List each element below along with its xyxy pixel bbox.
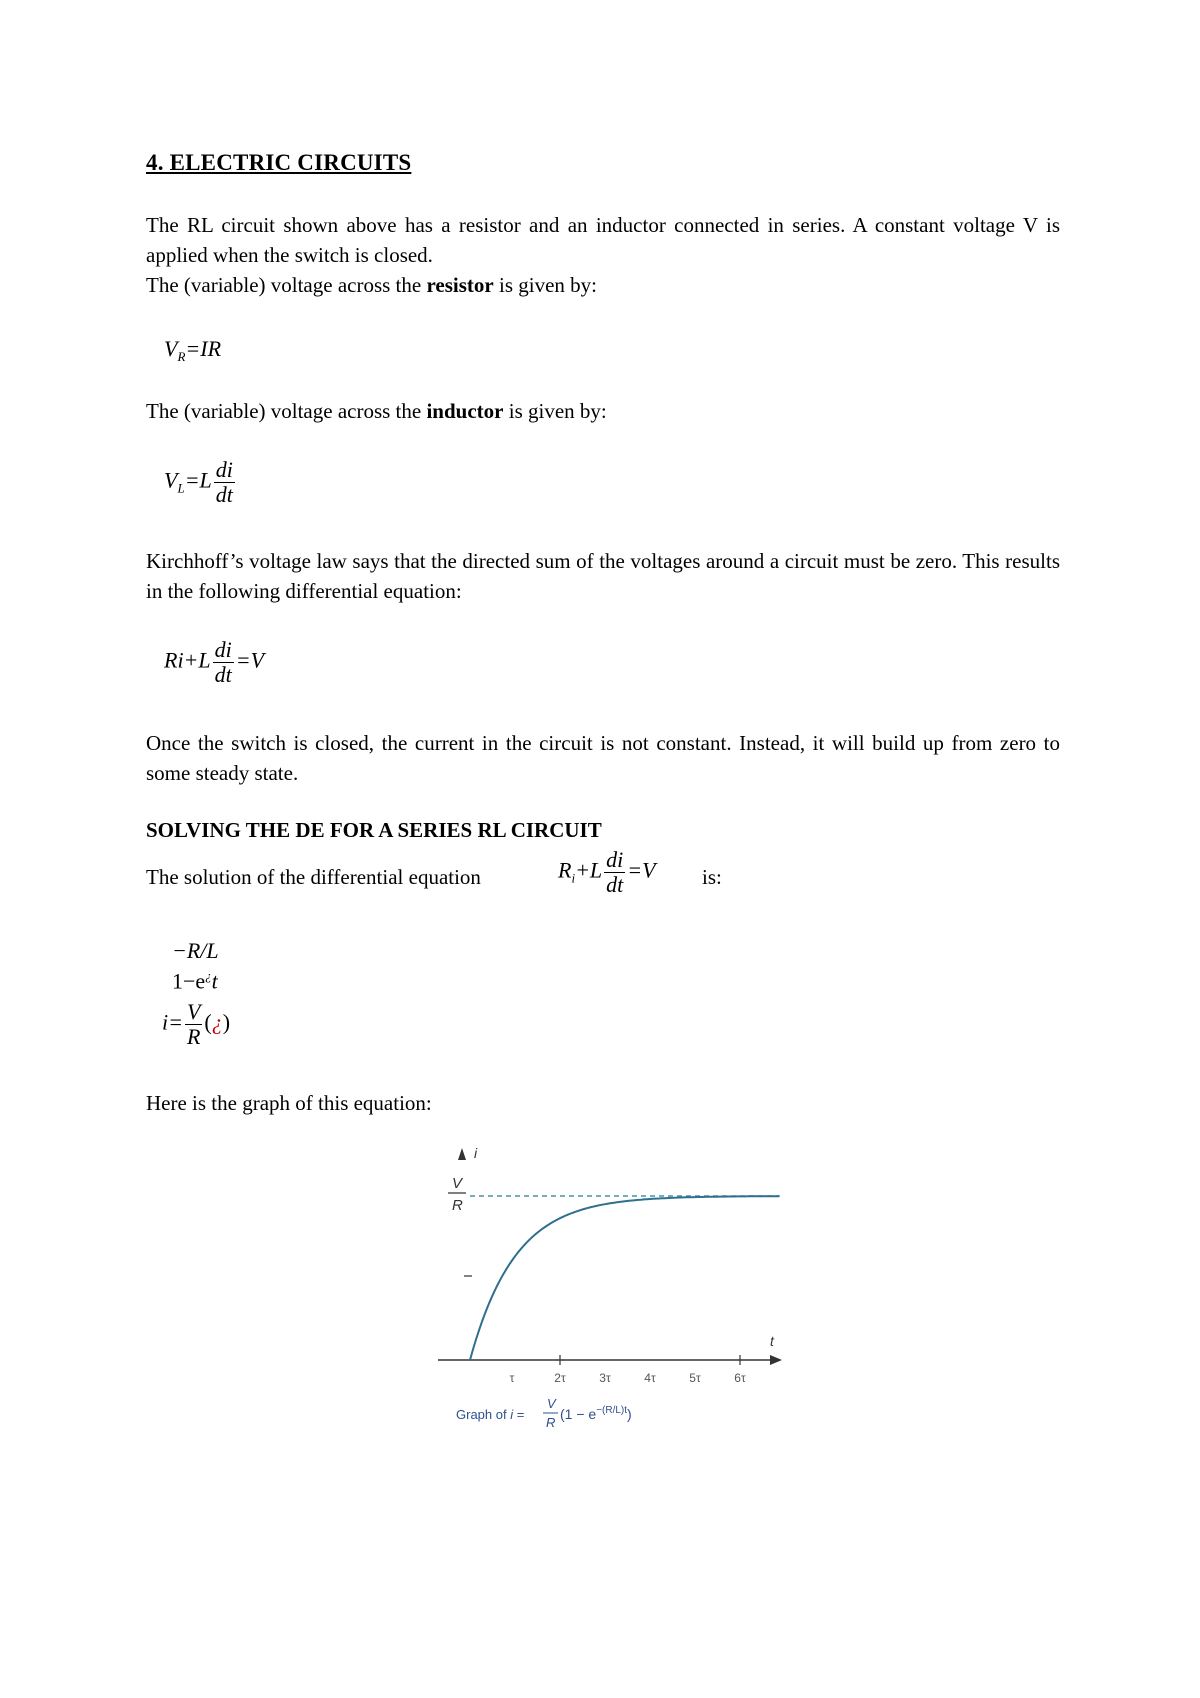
equation-de: [164, 638, 264, 687]
graph-intro: Here is the graph of this equation:: [146, 1091, 432, 1115]
solution-i-equals: i=: [162, 1009, 183, 1035]
caption-paren: (1 − e: [560, 1406, 597, 1422]
eq-vl-sub: L: [177, 480, 185, 496]
caption-eq: =: [513, 1407, 525, 1422]
eq-inline-lhs: R: [558, 857, 572, 883]
eq-vl-den: dt: [215, 482, 233, 507]
eq-inline-fraction: [604, 848, 625, 897]
inductor-bold: inductor: [426, 399, 504, 423]
equation-vr: [164, 336, 221, 365]
eq-de-fraction: [213, 638, 234, 687]
y-axis-arrow-icon: [458, 1148, 466, 1160]
kirchhoff-paragraph: Kirchhoff’s voltage law says that the directed sum of the voltages around a circuit must be zero. This results in the following differential equation:: [146, 549, 1060, 603]
solution-close-paren: ): [222, 1009, 231, 1035]
eq-vl-fraction: [214, 458, 235, 507]
eq-vr-lhs: V: [164, 336, 178, 361]
caption-num: V: [547, 1396, 556, 1411]
page-title: 4. ELECTRIC CIRCUITS: [146, 150, 412, 175]
eq-inline-num: di: [606, 847, 624, 872]
eq-vr-sub: R: [177, 349, 186, 364]
solution-line-1: −R/L: [172, 938, 219, 963]
x-tick-label: 6τ: [734, 1371, 746, 1385]
solution-line-2: [172, 968, 218, 994]
x-tick-label: 5τ: [689, 1371, 701, 1385]
y-axis-label: i: [474, 1145, 478, 1161]
solution-num: V: [186, 999, 201, 1024]
asymptote-den: R: [452, 1197, 463, 1214]
svg-text:(1 − e−(R/L)t): [560, 1405, 632, 1422]
svg-text:Graph of i =: [456, 1407, 524, 1422]
eq-inline-rhs: =V: [627, 857, 656, 883]
current-graph: [430, 1130, 790, 1430]
equation-vl: [164, 458, 237, 507]
caption-i: i: [510, 1407, 514, 1422]
caption-exp: −(R/L)t: [596, 1405, 628, 1416]
graph-caption: [456, 1396, 632, 1430]
solution-intro-post: is:: [702, 865, 722, 889]
intro-paragraph: [146, 210, 1060, 300]
eq-vl-num: di: [215, 457, 233, 482]
solution-open-paren: (: [204, 1009, 212, 1035]
solution-1-minus-e: 1−e: [172, 968, 206, 994]
equation-inline: [558, 848, 656, 897]
resistor-bold: resistor: [426, 273, 494, 297]
solution-t: t: [211, 968, 218, 994]
switch-paragraph: Once the switch is closed, the current in the circuit is not constant. Instead, it will build up from zero to some steady state.: [146, 731, 1060, 785]
solution-fraction: [185, 1000, 202, 1049]
resistor-intro-pre: The (variable) voltage across the: [146, 273, 427, 297]
eq-vl-lhs: V: [164, 467, 178, 493]
inductor-intro-post: is given by:: [503, 399, 607, 423]
section-heading: SOLVING THE DE FOR A SERIES RL CIRCUIT: [146, 818, 602, 842]
x-axis-label: t: [770, 1333, 774, 1349]
eq-inline-mid: +L: [575, 857, 603, 883]
current-curve: [470, 1196, 779, 1360]
eq-de-num: di: [214, 637, 232, 662]
inductor-intro-pre: The (variable) voltage across the: [146, 399, 427, 423]
caption-den: R: [546, 1415, 556, 1430]
x-tick-label: 3τ: [599, 1371, 611, 1385]
solution-line-3: [162, 1000, 230, 1049]
x-tick-label: τ: [509, 1371, 515, 1385]
eq-inline-den: dt: [606, 872, 624, 897]
eq-de-rhs: =V: [235, 647, 265, 673]
eq-vl-eq: =L: [184, 467, 212, 493]
caption-close: ): [627, 1406, 632, 1422]
solution-den: R: [186, 1024, 201, 1049]
asymptote-num: V: [452, 1175, 463, 1192]
intro-text: The RL circuit shown above has a resistor and an inductor connected in series. A constant voltage V is applied when the switch is closed.: [146, 213, 1060, 267]
solution-intro-pre: The solution of the differential equation: [146, 865, 481, 889]
caption-pre: Graph of: [456, 1407, 511, 1422]
x-axis-arrow-icon: [770, 1355, 782, 1365]
eq-de-lhs: Ri+L: [164, 647, 211, 673]
eq-vr-rhs: =IR: [185, 336, 222, 361]
solution-red-glyph: ¿: [211, 1009, 223, 1035]
x-tick-label: 2τ: [554, 1371, 566, 1385]
x-tick-label: 4τ: [644, 1371, 656, 1385]
eq-inline-sub: i: [571, 870, 576, 886]
resistor-intro-post: is given by:: [493, 273, 597, 297]
solution-superscript: ¿: [205, 968, 212, 983]
eq-de-den: dt: [214, 662, 232, 687]
inductor-paragraph: [146, 396, 1060, 426]
